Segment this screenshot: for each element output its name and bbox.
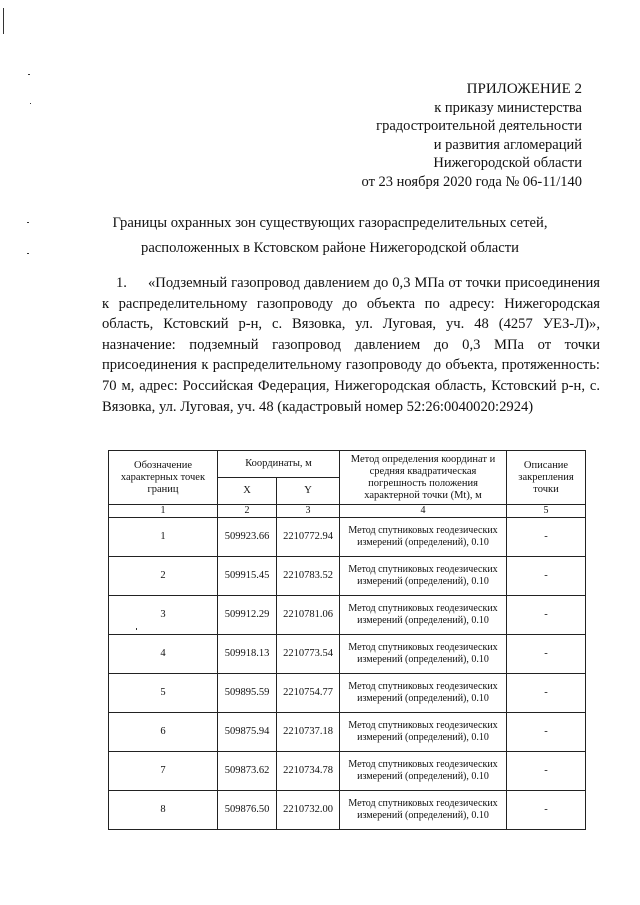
coord-y: 2210737.18 xyxy=(277,713,340,752)
method-cell: Метод спутниковых геодезических измерений (определений), 0.10 xyxy=(340,596,507,635)
order-date-number: от 23 ноября 2020 года № 06-11/140 xyxy=(361,173,582,190)
method-cell: Метод спутниковых геодезических измерений (определений), 0.10 xyxy=(340,791,507,830)
coordinates-table xyxy=(108,450,586,830)
object-description-text: «Подземный газопровод давлением до 0,3 МПа от точки присоединения к распределительному газопроводу до объекта по адресу: Нижегородская область, Кстовский р-н, с. Вязовка, ул. Луговая, уч. 48 (4257 УЕЗ-Л)», назначение: подземный газопровод давлением до 0,3 МПа от точки присоединения к распределительному газопроводу до объекта, протяженность: 70 м, адрес: Российская Федерация, Нижегородская область, Кстовский р-н, с. Вязовка, ул. Луговая, уч. 48 (кадастровый номер 52:26:0040020:2924) xyxy=(102,275,600,415)
coord-y: 2210773.54 xyxy=(277,635,340,674)
table-row xyxy=(109,752,586,791)
description-cell: - xyxy=(507,674,586,713)
table-row xyxy=(109,596,586,635)
coord-x: 509923.66 xyxy=(218,518,277,557)
method-cell: Метод спутниковых геодезических измерений (определений), 0.10 xyxy=(340,635,507,674)
header-y: Y xyxy=(277,478,340,505)
description-cell: - xyxy=(507,752,586,791)
column-number: 4 xyxy=(340,505,507,518)
coord-y: 2210781.06 xyxy=(277,596,340,635)
point-id: 1 xyxy=(109,518,218,557)
description-cell: - xyxy=(507,557,586,596)
point-id: 3 xyxy=(109,596,218,635)
column-number: 2 xyxy=(218,505,277,518)
table-row xyxy=(109,635,586,674)
description-cell: - xyxy=(507,635,586,674)
point-id: 4 xyxy=(109,635,218,674)
method-cell: Метод спутниковых геодезических измерений (определений), 0.10 xyxy=(340,557,507,596)
coord-x: 509895.59 xyxy=(218,674,277,713)
table-row xyxy=(109,713,586,752)
coord-x: 509873.62 xyxy=(218,752,277,791)
scan-edge-dot xyxy=(28,74,30,75)
table-row xyxy=(109,557,586,596)
method-cell: Метод спутниковых геодезических измерений (определений), 0.10 xyxy=(340,752,507,791)
description-cell: - xyxy=(507,518,586,557)
description-cell: - xyxy=(507,713,586,752)
coord-x: 509912.29 xyxy=(218,596,277,635)
scan-edge-dot xyxy=(30,103,31,104)
method-cell: Метод спутниковых геодезических измерений (определений), 0.10 xyxy=(340,713,507,752)
header-coordinates: Координаты, м xyxy=(218,451,340,478)
appendix-line: и развития агломераций xyxy=(433,136,582,153)
header-method: Метод определения координат и средняя квадратическая погрешность положения характерной точки (Mt), м xyxy=(340,451,507,505)
coord-x: 509876.50 xyxy=(218,791,277,830)
scan-edge-dot xyxy=(27,253,29,254)
coord-x: 509918.13 xyxy=(218,635,277,674)
object-description xyxy=(102,273,600,417)
column-number: 1 xyxy=(109,505,218,518)
header-description: Описание закрепления точки xyxy=(507,451,586,505)
coord-y: 2210783.52 xyxy=(277,557,340,596)
point-id: 8 xyxy=(109,791,218,830)
point-id: 6 xyxy=(109,713,218,752)
coord-x: 509915.45 xyxy=(218,557,277,596)
coord-y: 2210732.00 xyxy=(277,791,340,830)
point-id: 7 xyxy=(109,752,218,791)
scan-edge-dot xyxy=(27,222,29,223)
coord-x: 509875.94 xyxy=(218,713,277,752)
coord-y: 2210754.77 xyxy=(277,674,340,713)
document-title-line: расположенных в Кстовском районе Нижегородской области xyxy=(141,240,519,256)
method-cell: Метод спутниковых геодезических измерений (определений), 0.10 xyxy=(340,674,507,713)
point-id: 2 xyxy=(109,557,218,596)
column-number: 3 xyxy=(277,505,340,518)
description-cell: - xyxy=(507,791,586,830)
header-designation: Обозначение характерных точек границ xyxy=(109,451,218,505)
appendix-line: Нижегородской области xyxy=(433,155,582,172)
description-cell: - xyxy=(507,596,586,635)
table-row xyxy=(109,674,586,713)
coord-y: 2210772.94 xyxy=(277,518,340,557)
item-number: 1. xyxy=(116,275,127,291)
column-number: 5 xyxy=(507,505,586,518)
document-title-line: Границы охранных зон существующих газораспределительных сетей, xyxy=(112,215,548,231)
method-cell: Метод спутниковых геодезических измерений (определений), 0.10 xyxy=(340,518,507,557)
point-id: 5 xyxy=(109,674,218,713)
coord-y: 2210734.78 xyxy=(277,752,340,791)
header-x: X xyxy=(218,478,277,505)
appendix-header xyxy=(362,80,582,192)
table-row xyxy=(109,791,586,830)
appendix-line: к приказу министерства xyxy=(434,99,582,116)
appendix-line: градостроительной деятельности xyxy=(376,118,582,135)
column-number-row xyxy=(109,505,586,518)
document-title xyxy=(60,211,600,261)
scan-edge-line xyxy=(3,8,4,34)
table-row xyxy=(109,518,586,557)
appendix-title: ПРИЛОЖЕНИЕ 2 xyxy=(466,81,582,97)
